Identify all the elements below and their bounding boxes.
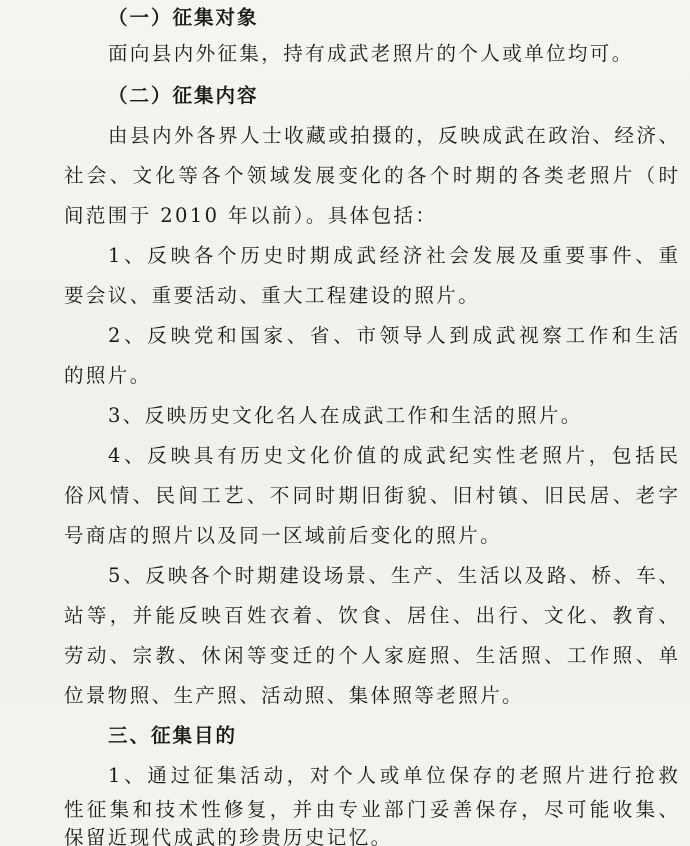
list-item-line: 2、反映党和国家、省、市领导人到成武视察工作和生活 <box>108 324 678 347</box>
list-item-line: 要会议、重要活动、重大工程建设的照片。 <box>64 284 481 307</box>
section-heading-target: （一）征集对象 <box>108 6 259 29</box>
list-item-line: 俗风情、民间工艺、不同时期旧街貌、旧村镇、旧民居、老字 <box>64 484 678 507</box>
paragraph-line: 间范围于 2010 年以前）。具体包括： <box>64 204 438 227</box>
section-heading-content: （二）征集内容 <box>108 84 259 107</box>
list-item-line: 1、反映各个历史时期成武经济社会发展及重要事件、重 <box>108 244 678 267</box>
list-item-line: 性征集和技术性修复，并由专业部门妥善保存，尽可能收集、 <box>64 798 678 821</box>
list-item-line: 4、反映具有历史文化价值的成武纪实性老照片，包括民 <box>108 444 678 467</box>
list-item-line: 号商店的照片以及同一区域前后变化的照片。 <box>64 524 503 547</box>
paragraph-line: 面向县内外征集，持有成武老照片的个人或单位均可。 <box>108 42 634 65</box>
list-item-line: 3、反映历史文化名人在成武工作和生活的照片。 <box>108 404 583 427</box>
list-item-line: 位景物照、生产照、活动照、集体照等老照片。 <box>64 684 524 707</box>
section-heading-purpose: 三、征集目的 <box>108 724 238 747</box>
list-item-line: 劳动、宗教、休闲等变迁的个人家庭照、生活照、工作照、单 <box>64 644 678 667</box>
list-item-line: 5、反映各个时期建设场景、生产、生活以及路、桥、车、 <box>108 564 678 587</box>
list-item-line: 站等，并能反映百姓衣着、饮食、居住、出行、文化、教育、 <box>64 604 678 627</box>
paragraph-line: 由县内外各界人士收藏或拍摄的，反映成武在政治、经济、 <box>108 124 678 147</box>
list-item-line: 的照片。 <box>64 364 152 387</box>
list-item-line: 保留近现代成武的珍贵历史记忆。 <box>64 826 393 846</box>
paragraph-line: 社会、文化等各个领域发展变化的各个时期的各类老照片（时 <box>64 164 678 187</box>
list-item-line: 1、通过征集活动，对个人或单位保存的老照片进行抢救 <box>108 764 678 787</box>
